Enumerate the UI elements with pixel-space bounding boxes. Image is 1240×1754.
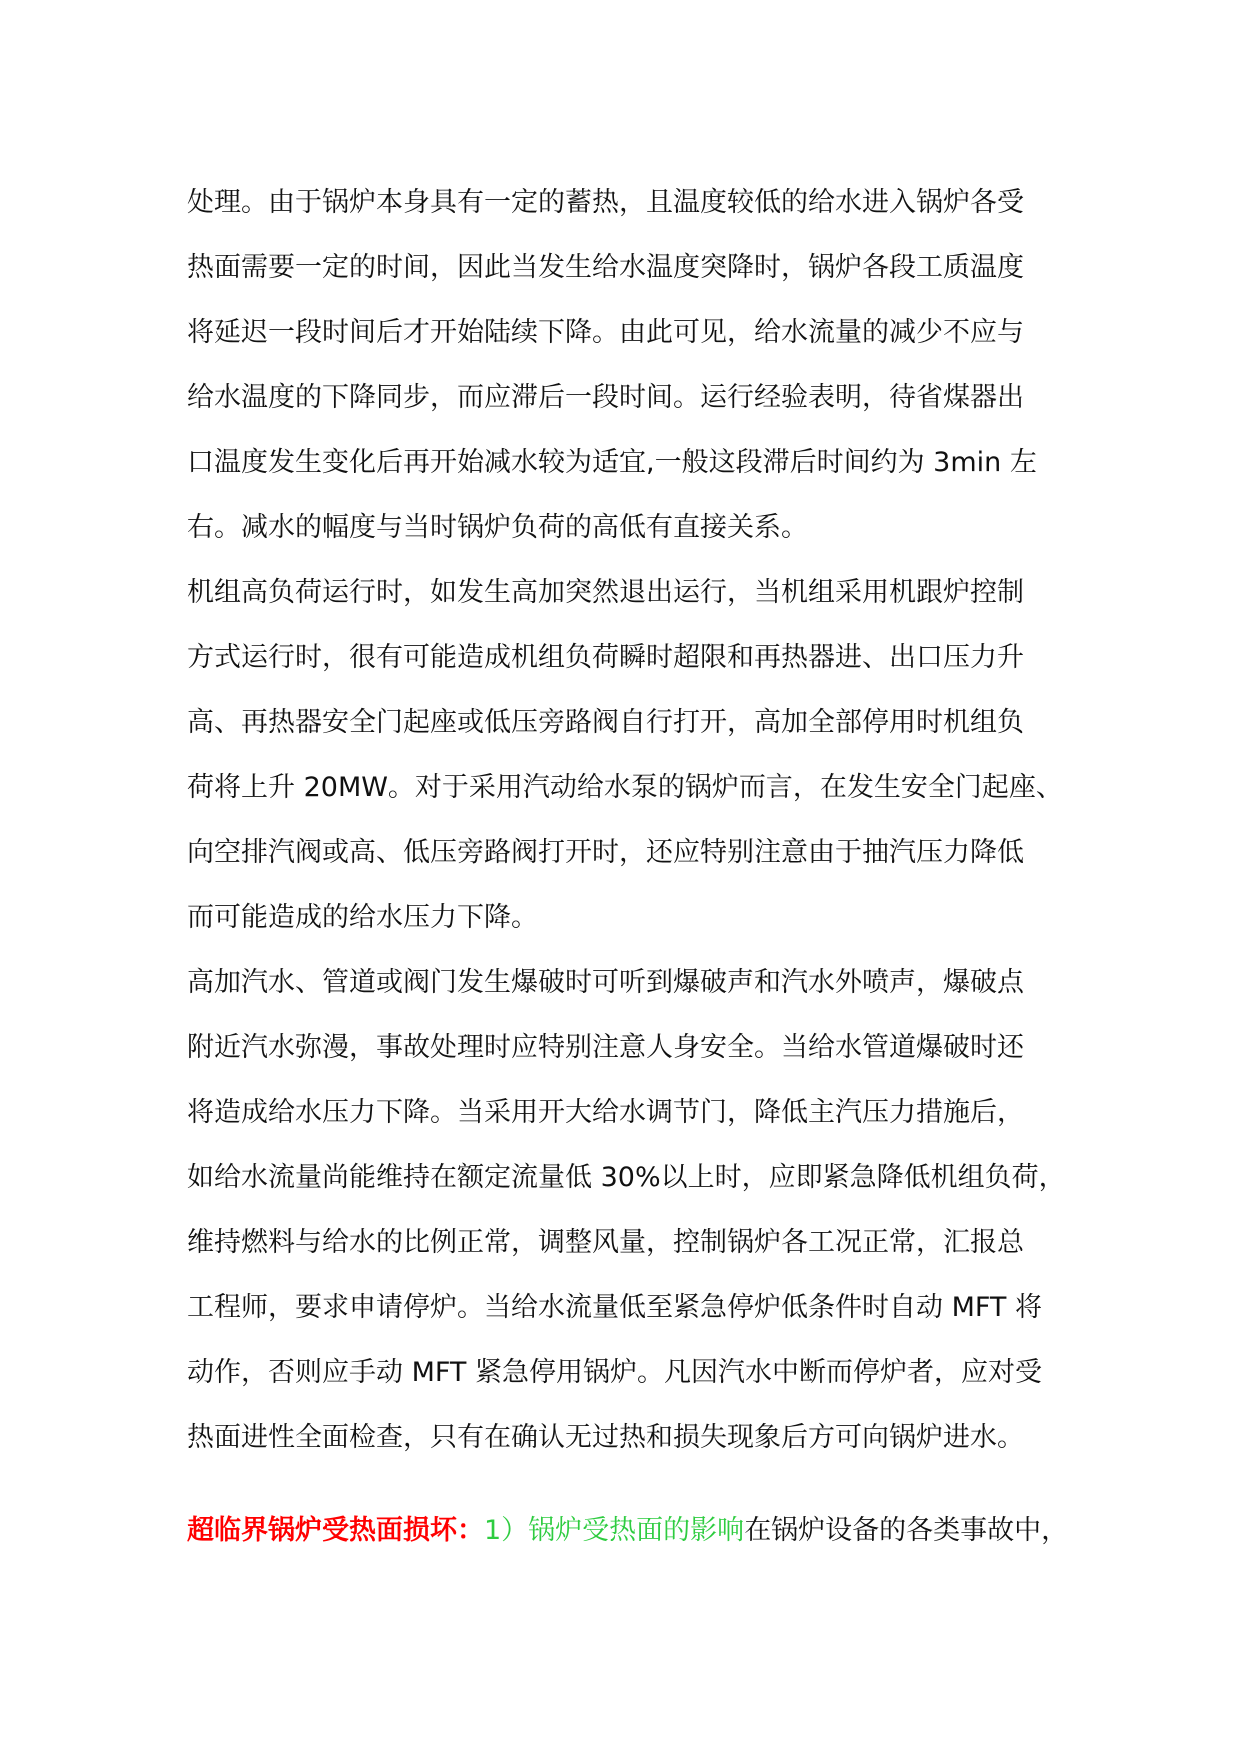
text-line: 口温度发生变化后再开始减水较为适宜,一般这段滞后时间约为 3min 左: [187, 447, 1037, 478]
text-line: 工程师，要求申请停炉。当给水流量低至紧急停炉低条件时自动 MFT 将: [187, 1292, 1043, 1323]
text-line: 将造成给水压力下降。当采用开大给水调节门，降低主汽压力措施后，: [187, 1097, 1024, 1128]
text-line: 处理。由于锅炉本身具有一定的蓄热，且温度较低的给水进入锅炉各受: [187, 187, 1024, 218]
text-line: 将延迟一段时间后才开始陆续下降。由此可见，给水流量的减少不应与: [187, 317, 1024, 348]
text-line: 动作，否则应手动 MFT 紧急停用锅炉。凡因汽水中断而停炉者，应对受: [187, 1357, 1043, 1388]
section-heading: 超临界锅炉受热面损坏：: [187, 1515, 484, 1546]
text-line: 如给水流量尚能维持在额定流量低 30%以上时，应即紧急降低机组负荷，: [187, 1162, 1066, 1193]
heading-continuation-text: 在锅炉设备的各类事故中，: [744, 1515, 1069, 1546]
paragraph-feedwater-temperature: [187, 170, 1072, 560]
text-line: 给水温度的下降同步，而应滞后一段时间。运行经验表明，待省煤器出: [187, 382, 1024, 413]
text-line: 方式运行时，很有可能造成机组负荷瞬时超限和再热器进、出口压力升: [187, 642, 1024, 673]
text-line: 荷将上升 20MW。对于采用汽动给水泵的锅炉而言，在发生安全门起座、: [187, 772, 1063, 803]
document-body: [187, 170, 1072, 1563]
section-heading-line: [187, 1498, 1072, 1563]
text-line: 右。减水的幅度与当时锅炉负荷的高低有直接关系。: [187, 512, 808, 543]
text-line: 而可能造成的给水压力下降。: [187, 902, 538, 933]
text-line: 机组高负荷运行时，如发生高加突然退出运行，当机组采用机跟炉控制: [187, 577, 1024, 608]
subsection-heading: 1）锅炉受热面的影响: [484, 1515, 745, 1546]
text-line: 热面需要一定的时间，因此当发生给水温度突降时，锅炉各段工质温度: [187, 252, 1024, 283]
text-line: 附近汽水弥漫，事故处理时应特别注意人身安全。当给水管道爆破时还: [187, 1032, 1024, 1063]
text-line: 高加汽水、管道或阀门发生爆破时可听到爆破声和汽水外喷声，爆破点: [187, 967, 1024, 998]
paragraph-pipe-burst: [187, 950, 1072, 1470]
text-line: 维持燃料与给水的比例正常，调整风量，控制锅炉各工况正常，汇报总: [187, 1227, 1024, 1258]
paragraph-high-load-trip: [187, 560, 1072, 950]
text-line: 向空排汽阀或高、低压旁路阀打开时，还应特别注意由于抽汽压力降低: [187, 837, 1024, 868]
text-line: 热面进性全面检查，只有在确认无过热和损失现象后方可向锅炉进水。: [187, 1422, 1024, 1453]
text-line: 高、再热器安全门起座或低压旁路阀自行打开，高加全部停用时机组负: [187, 707, 1024, 738]
